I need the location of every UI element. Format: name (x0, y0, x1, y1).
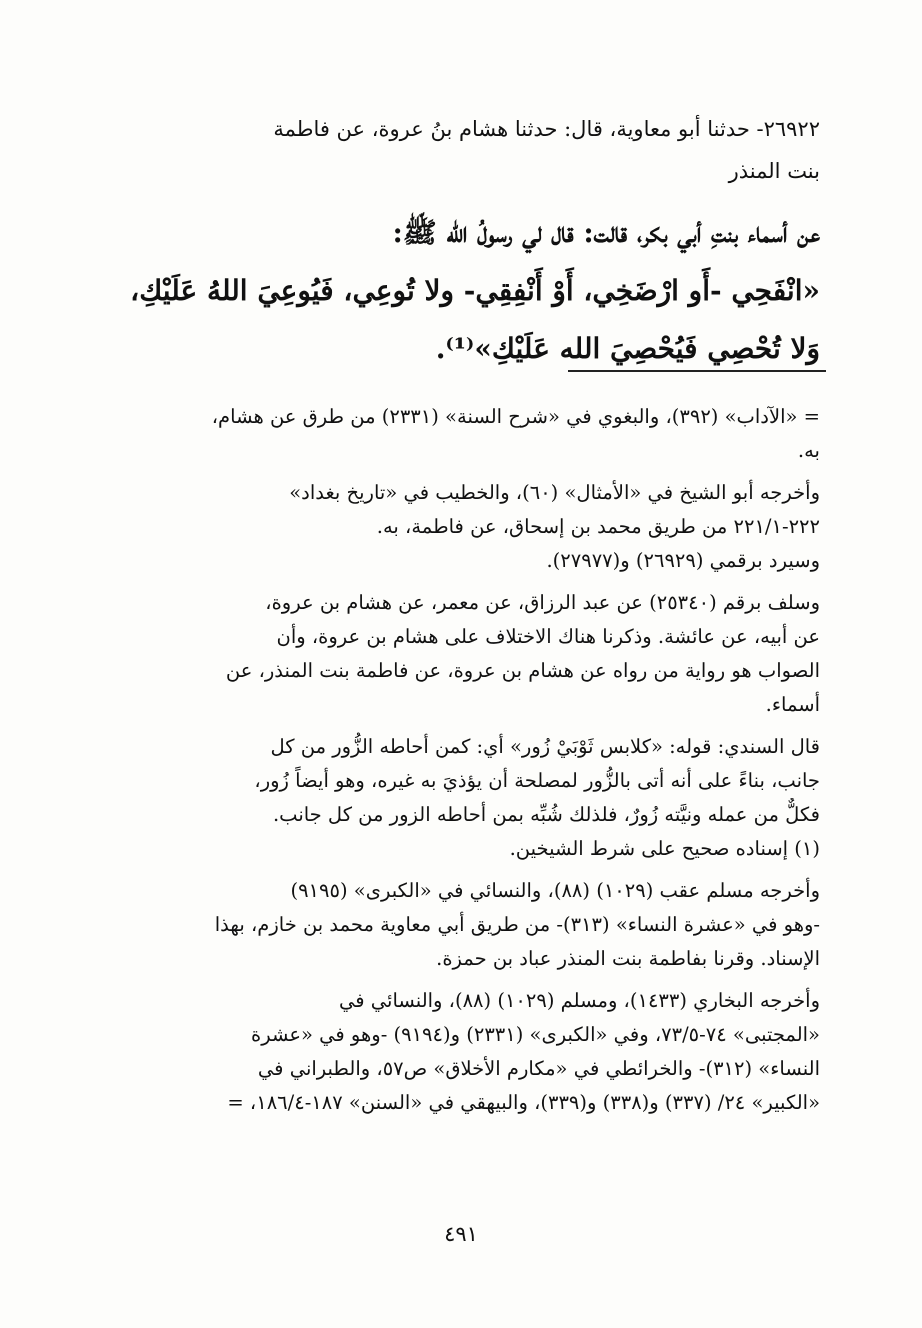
footnote-line: -وهو في «عشرة النساء» (٣١٣)- من طريق أبي معاوية محمد بن خازم، بهذا (214, 913, 820, 936)
matn-line: وَلا تُحْصِي فَيُحْصِيَ الله عَلَيْكِ»⁽¹⁾. (435, 332, 820, 365)
footnote-line: أسماء. (765, 693, 820, 716)
footnote-line: وأخرجه البخاري (١٤٣٣)، ومسلم (١٠٢٩) (٨٨)، والنسائي في (339, 989, 820, 1012)
footnote-line: عن أبيه، عن عائشة. وذكرنا هناك الاختلاف على هشام بن عروة، وأن (276, 625, 820, 648)
footnote-line: الإسناد. وقرنا بفاطمة بنت المنذر عباد بن حمزة. (436, 947, 820, 970)
isnad-line: ٢٦٩٢٢- حدثنا أبو معاوية، قال: حدثنا هشام بنُ عروة، عن فاطمة (273, 117, 820, 141)
hadith-matn (128, 204, 820, 378)
hadith-isnad (128, 108, 820, 192)
footnote-line: به. (797, 439, 820, 462)
footnote-paragraph (128, 874, 820, 976)
matn-line: عن أسماء بنتِ أبي بكر، قالت: قال لي رسولُ الله ﷺ: (392, 216, 820, 249)
footnote-paragraph (128, 730, 820, 866)
footnote-paragraph (128, 476, 820, 578)
footnote-line: «المجتبى» ٧٤-٧٣/٥، وفي «الكبرى» (٢٣٣١) و(٩١٩٤) -وهو في «عشرة (251, 1023, 820, 1046)
footnote-line: وسلف برقم (٢٥٣٤٠) عن عبد الرزاق، عن معمر، عن هشام بن عروة، (265, 591, 820, 614)
footnote-line: النساء» (٣١٢)- والخرائطي في «مكارم الأخلاق» ص٥٧، والطبراني في (257, 1057, 820, 1080)
footnote-paragraph (128, 400, 820, 468)
footnote-paragraph (128, 984, 820, 1120)
page-number: ٤٩١ (444, 1222, 478, 1246)
footnote-line: وأخرجه مسلم عقب (١٠٢٩) (٨٨)، والنسائي في «الكبرى» (٩١٩٥) (290, 879, 820, 902)
footnote-line: «الكبير» ٢٤/ (٣٣٧) و(٣٣٨) و(٣٣٩)، والبيهقي في «السنن» ١٨٧-١٨٦/٤، = (227, 1091, 820, 1114)
footnote-separator (568, 370, 826, 372)
footnote-line: قال السندي: قوله: «كلابس ثَوْبَيْ زُور» أي: كمن أحاطه الزُّور من كل (270, 735, 820, 758)
footnote-line: وأخرجه أبو الشيخ في «الأمثال» (٦٠)، والخطيب في «تاريخ بغداد» (289, 481, 820, 504)
isnad-line: بنت المنذر (728, 159, 820, 183)
footnote-line: وسيرد برقمي (٢٦٩٢٩) و(٢٧٩٧٧). (546, 549, 820, 572)
footnotes (128, 400, 820, 1128)
footnote-line: ٢٢٢-٢٢١/١ من طريق محمد بن إسحاق، عن فاطمة، به. (376, 515, 820, 538)
matn-line: «انْفَحِي -أَو ارْضَخِي، أَوْ أَنْفِقِي- ولا تُوعِي، فَيُوعِيَ اللهُ عَلَيْكِ، (130, 274, 820, 307)
footnote-line: (١) إسناده صحيح على شرط الشيخين. (509, 837, 820, 860)
footnote-line: فكلٌّ من عمله ونيَّته زُورٌ، فلذلك شُبِّه بمن أحاطه الزور من كل جانب. (272, 803, 820, 826)
footnote-line: = «الآداب» (٣٩٢)، والبغوي في «شرح السنة» (٢٣٣١) من طرق عن هشام، (211, 405, 820, 428)
footnote-paragraph (128, 586, 820, 722)
footnote-line: الصواب هو رواية من رواه عن هشام بن عروة، عن فاطمة بنت المنذر، عن (225, 659, 820, 682)
footnote-line: جانب، بناءً على أنه أتى بالزُّور لمصلحة أن يؤذيَ به غيره، وهو أيضاً زُور، (254, 769, 820, 792)
